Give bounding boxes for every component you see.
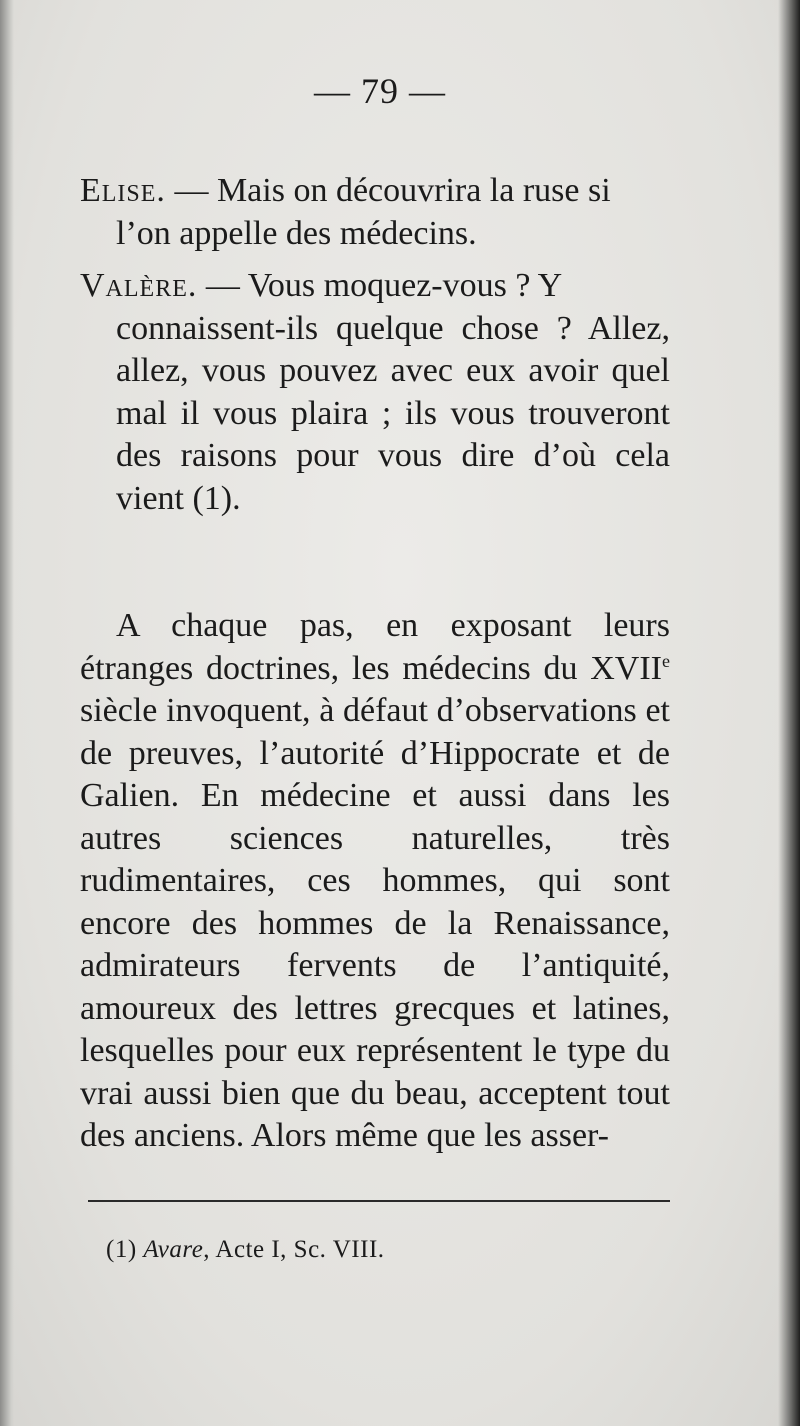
dialogue-continuation: connaissent-ils quelque chose ? Allez, allez, vous pouvez avec eux avoir quel mal il vous plaira ; ils vous trouveront des raisons pour vous dire d’où cela vient (1). (116, 309, 670, 517)
page-edge-left (0, 0, 14, 1426)
footnote-reference: , Acte I, Sc. VIII. (203, 1236, 385, 1263)
speaker-name: Valère. (80, 267, 198, 304)
century-ordinal: e (662, 650, 670, 671)
page-edge-right (778, 0, 800, 1426)
footnote (106, 1236, 385, 1264)
page-number: — 79 — (314, 71, 446, 111)
dialogue-line-elise (80, 170, 670, 255)
dialogue-text: — Mais on découvrira la ruse si (165, 172, 611, 209)
speaker-name: Elise. (80, 172, 166, 209)
footnote-divider (88, 1200, 670, 1202)
paragraph-text-end: siècle invoquent, à défaut d’observations et de preuves, l’autorité d’Hippocrate et de Galien. En médecine et aussi dans les autres sciences naturelles, très rudimentaires, ces hommes, qui sont encore des hommes de la Renaissance, admirateurs fervents de l’antiquité, amoureux des lettres grecques et latines, lesquelles pour eux représentent le type du vrai aussi bien que du beau, acceptent tout des anciens. Alors même que les asser- (80, 692, 670, 1154)
footnote-marker: (1) (106, 1236, 144, 1263)
paragraph-text-start: A chaque pas, en exposant leurs étranges doctrines, les médecins du XVII (80, 607, 670, 687)
dialogue-continuation: l’on appelle des médecins. (116, 214, 477, 252)
footnote-work-title: Avare (143, 1236, 204, 1263)
body-paragraph (80, 605, 670, 1158)
dialogue-line-valere (80, 265, 670, 520)
dialogue-text: — Vous moquez-vous ? Y (197, 267, 563, 304)
